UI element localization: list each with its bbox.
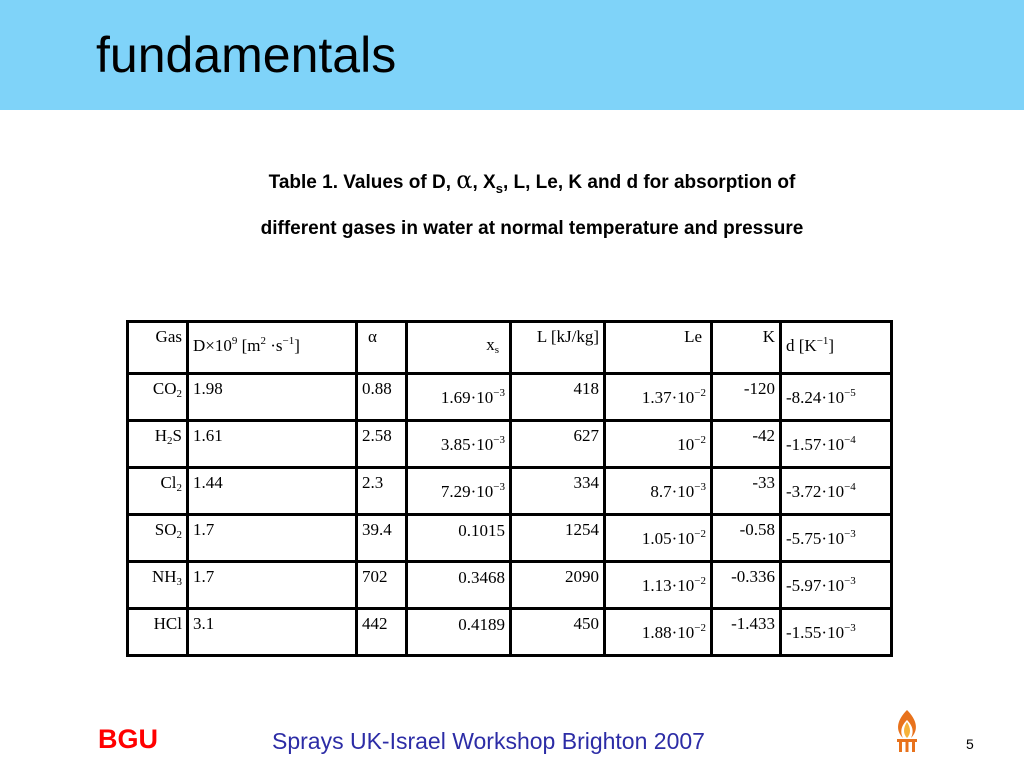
gas-properties-table — [126, 320, 893, 657]
table-row — [128, 515, 892, 562]
table-header-row — [128, 322, 892, 374]
caption-part-3: , L, Le, K and d for absorption of — [502, 172, 796, 193]
cell-alpha: 2.3 — [357, 468, 407, 515]
cell-alpha: 442 — [357, 609, 407, 656]
cell-d-value: $-1.57\cdot 10^{-4}$ — [781, 421, 892, 468]
cell-k: -33 — [712, 468, 781, 515]
header-alpha: α — [357, 322, 407, 374]
cell-gas: $H_2S$ — [128, 421, 188, 468]
table-row — [128, 609, 892, 656]
cell-le: $8.7\cdot 10^{-3}$ — [605, 468, 712, 515]
header-k: K — [712, 322, 781, 374]
footer-text: Sprays UK-Israel Workshop Brighton 2007 — [272, 728, 705, 754]
cell-d: 1.44 — [188, 468, 357, 515]
cell-le: $1.05\cdot 10^{-2}$ — [605, 515, 712, 562]
table-row — [128, 374, 892, 421]
brand-label: BGU — [98, 724, 158, 754]
cell-k: -42 — [712, 421, 781, 468]
cell-d-value: $-1.55\cdot 10^{-3}$ — [781, 609, 892, 656]
cell-l: 627 — [511, 421, 605, 468]
table-caption-line-1 — [0, 166, 1024, 196]
caption-part-1: Table 1. Values of D, — [268, 172, 457, 193]
cell-xs: 0.1015 — [407, 515, 511, 562]
cell-l: 2090 — [511, 562, 605, 609]
cell-k: -120 — [712, 374, 781, 421]
cell-d-value: $-3.72\cdot 10^{-4}$ — [781, 468, 892, 515]
cell-d-value: $-5.97\cdot 10^{-3}$ — [781, 562, 892, 609]
caption-sub: s — [495, 180, 503, 196]
cell-l: 450 — [511, 609, 605, 656]
cell-d: 1.98 — [188, 374, 357, 421]
slide-title: fundamentals — [96, 27, 397, 83]
cell-xs: 0.4189 — [407, 609, 511, 656]
table-row — [128, 562, 892, 609]
cell-d: 1.61 — [188, 421, 357, 468]
cell-gas: $Cl_2$ — [128, 468, 188, 515]
cell-k: -1.433 — [712, 609, 781, 656]
caption-part-2: , X — [472, 172, 496, 193]
cell-xs: $7.29\cdot 10^{-3}$ — [407, 468, 511, 515]
cell-d: 1.7 — [188, 515, 357, 562]
table-row — [128, 468, 892, 515]
cell-k: -0.336 — [712, 562, 781, 609]
cell-l: 334 — [511, 468, 605, 515]
cell-d-value: $-8.24\cdot 10^{-5}$ — [781, 374, 892, 421]
header-d: $D\times 10^9$ $[m^2 \cdot s^{-1}]$ — [188, 322, 357, 374]
cell-d-value: $-5.75\cdot 10^{-3}$ — [781, 515, 892, 562]
header-le: Le — [605, 322, 712, 374]
table-caption-line-2: different gases in water at normal temperature and pressure — [260, 218, 804, 239]
cell-gas: $NH_3$ — [128, 562, 188, 609]
cell-alpha: 2.58 — [357, 421, 407, 468]
cell-le: $1.37\cdot 10^{-2}$ — [605, 374, 712, 421]
university-logo-icon — [891, 708, 923, 752]
header-xs: $x_s$ — [407, 322, 511, 374]
cell-d: 1.7 — [188, 562, 357, 609]
caption-alpha: α — [456, 166, 473, 194]
cell-d: 3.1 — [188, 609, 357, 656]
cell-le: $1.13\cdot 10^{-2}$ — [605, 562, 712, 609]
header-gas: Gas — [128, 322, 188, 374]
cell-gas: $SO_2$ — [128, 515, 188, 562]
cell-l: 1254 — [511, 515, 605, 562]
cell-k: -0.58 — [712, 515, 781, 562]
cell-alpha: 39.4 — [357, 515, 407, 562]
header-d-inverse-kelvin: d $[K^{-1}]$ — [781, 322, 892, 374]
cell-xs: 0.3468 — [407, 562, 511, 609]
header-l: L [kJ/kg] — [511, 322, 605, 374]
cell-le: $1.88\cdot 10^{-2}$ — [605, 609, 712, 656]
cell-gas: HCl — [128, 609, 188, 656]
cell-gas: $CO_2$ — [128, 374, 188, 421]
title-bar — [0, 0, 1024, 110]
cell-alpha: 0.88 — [357, 374, 407, 421]
cell-xs: $1.69\cdot 10^{-3}$ — [407, 374, 511, 421]
cell-l: 418 — [511, 374, 605, 421]
page-number: 5 — [966, 736, 974, 752]
table-row — [128, 421, 892, 468]
cell-xs: $3.85\cdot 10^{-3}$ — [407, 421, 511, 468]
cell-le: $10^{-2}$ — [605, 421, 712, 468]
cell-alpha: 702 — [357, 562, 407, 609]
